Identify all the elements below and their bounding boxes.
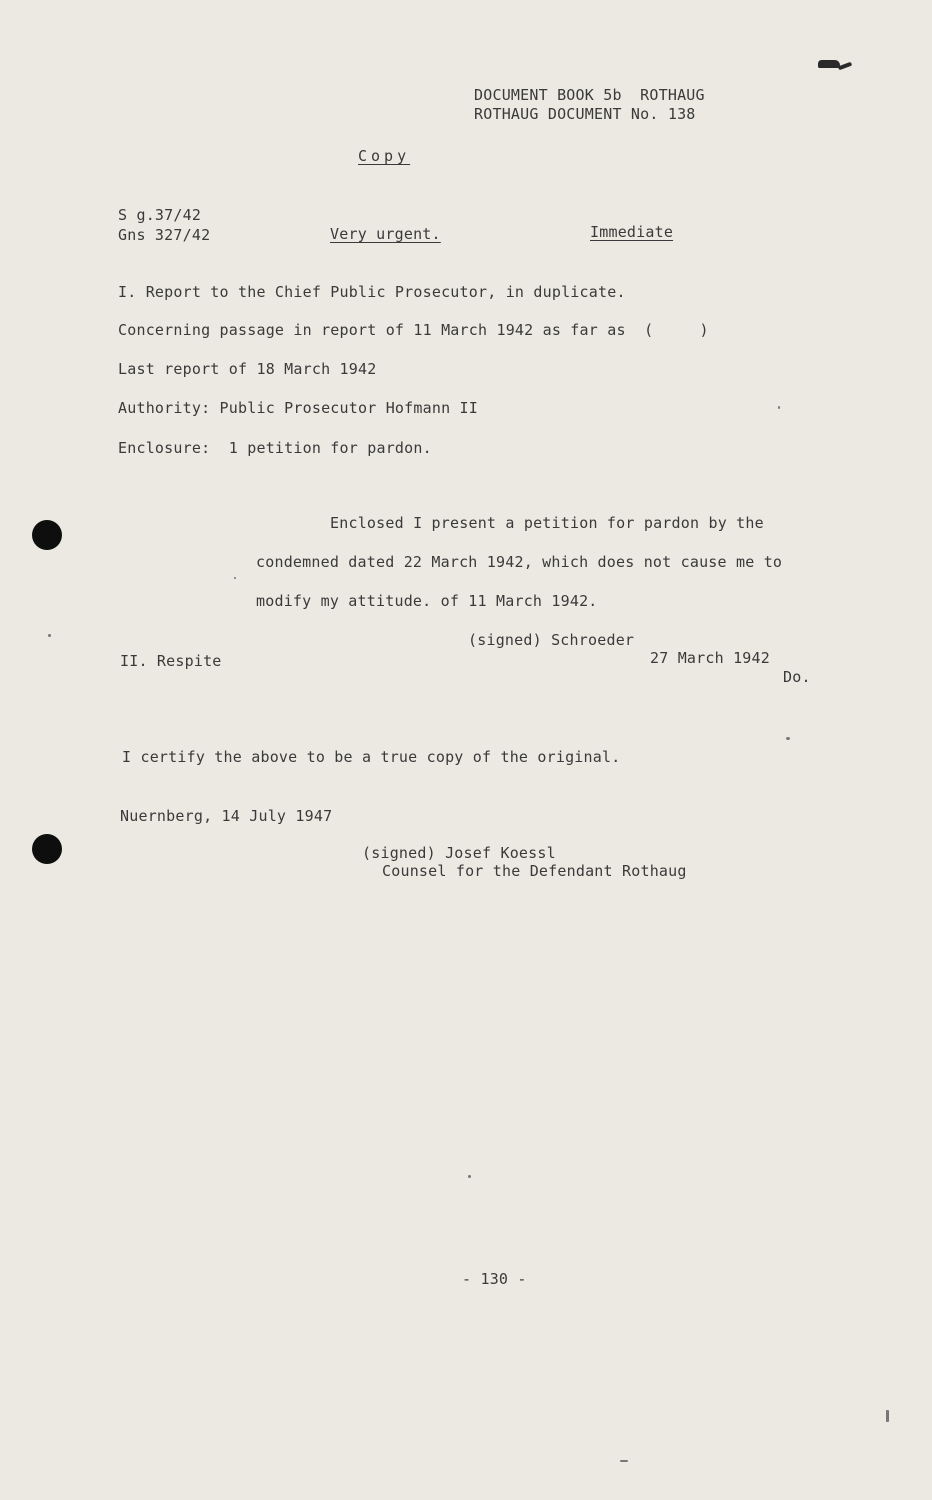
very-urgent-label: Very urgent. — [330, 225, 441, 243]
speck — [786, 737, 790, 740]
speck — [234, 577, 236, 579]
respite-label: II. Respite — [120, 652, 222, 670]
speck — [468, 1175, 471, 1178]
signature-koessl: (signed) Josef Koessl — [362, 844, 556, 862]
speck — [620, 1460, 628, 1462]
respite-date: 27 March 1942 — [650, 649, 770, 667]
body-line-2: condemned dated 22 March 1942, which does not cause me to — [256, 553, 783, 571]
ink-smudge — [818, 60, 840, 68]
last-report-line: Last report of 18 March 1942 — [118, 360, 377, 378]
concerning-line: Concerning passage in report of 11 March 1942 as far as ( ) — [118, 321, 709, 339]
authority-line: Authority: Public Prosecutor Hofmann II — [118, 399, 478, 417]
speck — [48, 634, 51, 637]
file-reference-2: Gns 327/42 — [118, 226, 211, 244]
body-line-3: modify my attitude. of 11 March 1942. — [256, 592, 598, 610]
ink-smudge-tail — [838, 62, 853, 71]
counsel-title: Counsel for the Defendant Rothaug — [382, 862, 687, 880]
certification-statement: I certify the above to be a true copy of the original. — [122, 748, 621, 766]
binder-hole-bottom — [32, 834, 62, 864]
speck — [886, 1410, 889, 1422]
signature-schroeder: (signed) Schroeder — [468, 631, 635, 649]
binder-hole-top — [32, 520, 62, 550]
report-line: I. Report to the Chief Public Prosecutor, in duplicate. — [118, 283, 626, 301]
document-book-header: DOCUMENT BOOK 5b ROTHAUG — [474, 86, 705, 104]
speck — [778, 406, 780, 409]
place-and-date: Nuernberg, 14 July 1947 — [120, 807, 333, 825]
enclosure-line: Enclosure: 1 petition for pardon. — [118, 439, 432, 457]
copy-label: Copy — [358, 147, 411, 165]
immediate-label: Immediate — [590, 223, 674, 241]
file-reference-1: S g.37/42 — [118, 206, 202, 224]
page-number: - 130 - — [462, 1270, 527, 1288]
document-number-header: ROTHAUG DOCUMENT No. 138 — [474, 105, 696, 123]
respite-initial: Do. — [783, 668, 811, 686]
body-line-1: Enclosed I present a petition for pardon by the — [330, 514, 764, 532]
